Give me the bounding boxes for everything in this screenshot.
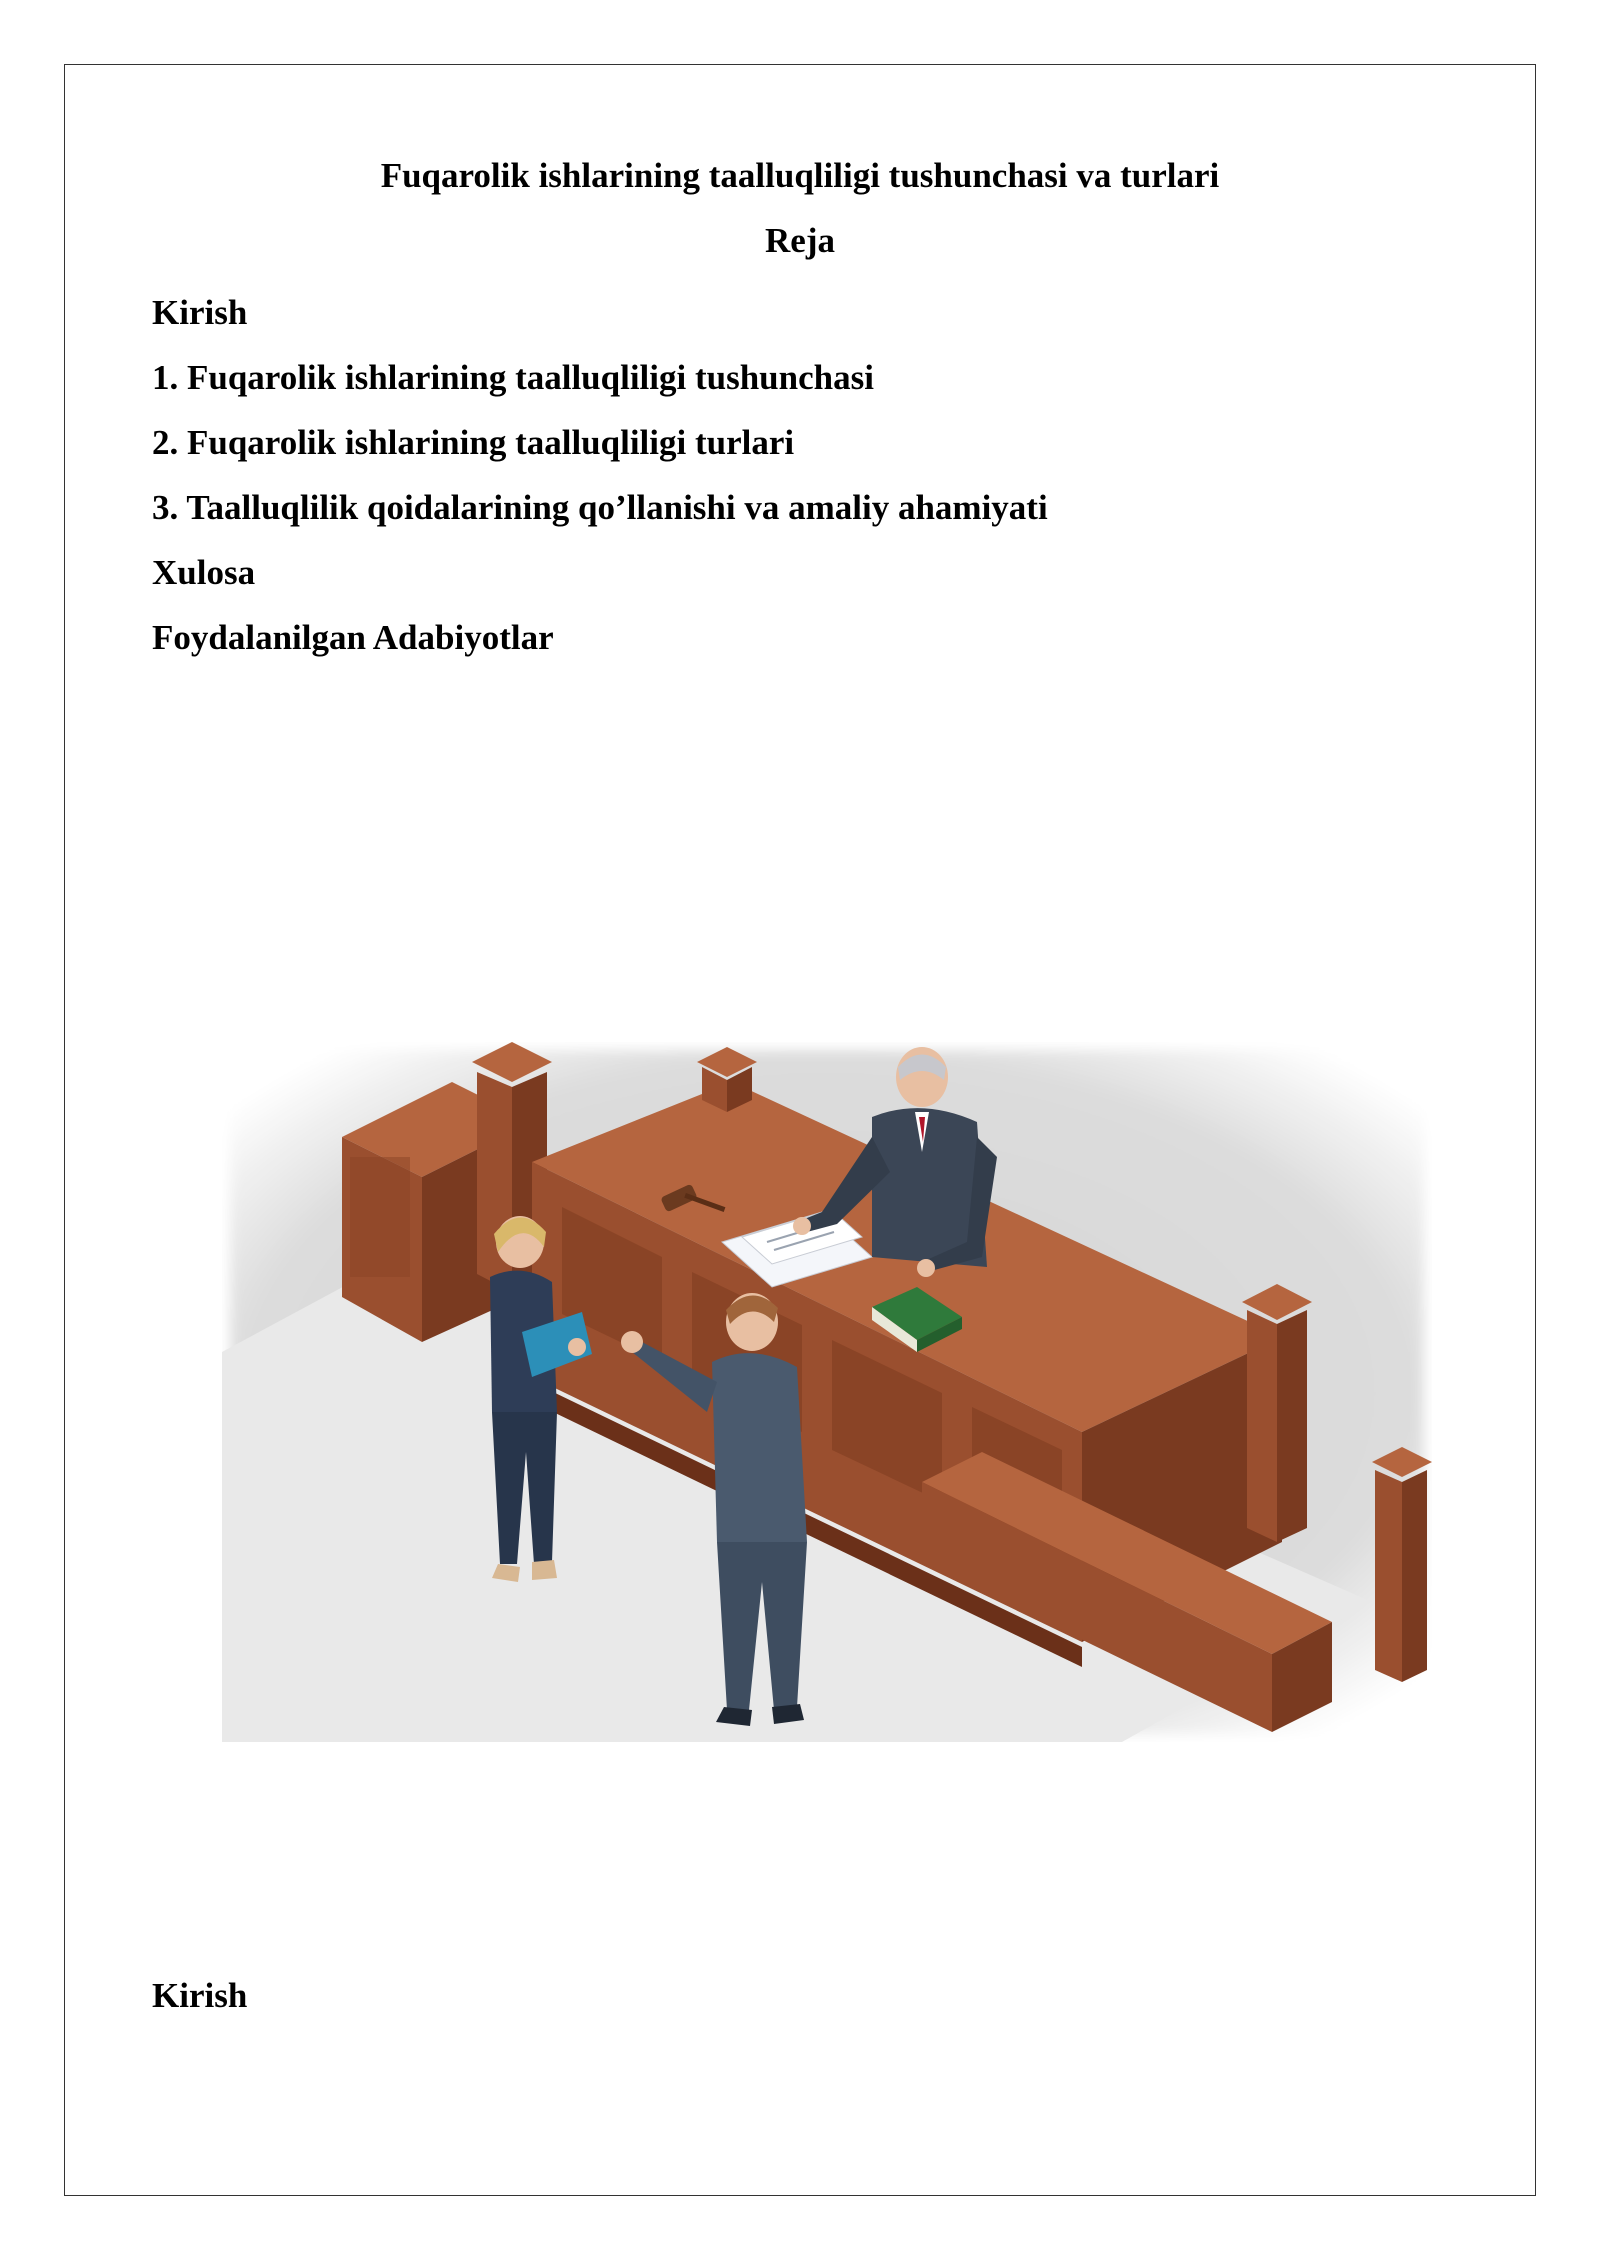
section-heading-intro: Kirish [152, 1976, 248, 2015]
outline-item-conclusion: Xulosa [152, 553, 256, 592]
far-right-post [1372, 1447, 1432, 1682]
document-title: Fuqarolik ishlarining taalluqliligi tushunchasi va turlari [380, 156, 1220, 195]
outline-item-2: 2. Fuqarolik ishlarining taalluqliligi turlari [152, 423, 795, 462]
plan-outline [152, 280, 1048, 670]
outline-item-3: 3. Taalluqlilik qoidalarining qo’llanishi va amaliy ahamiyati [152, 488, 1048, 527]
outline-item-1: 1. Fuqarolik ishlarining taalluqliligi tushunchasi [152, 358, 874, 397]
document-subtitle: Reja [765, 221, 835, 260]
outline-item-references: Foydalanilgan Adabiyotlar [152, 618, 554, 657]
outline-item-intro: Kirish [152, 293, 248, 332]
courtroom-illustration [222, 1042, 1432, 1742]
